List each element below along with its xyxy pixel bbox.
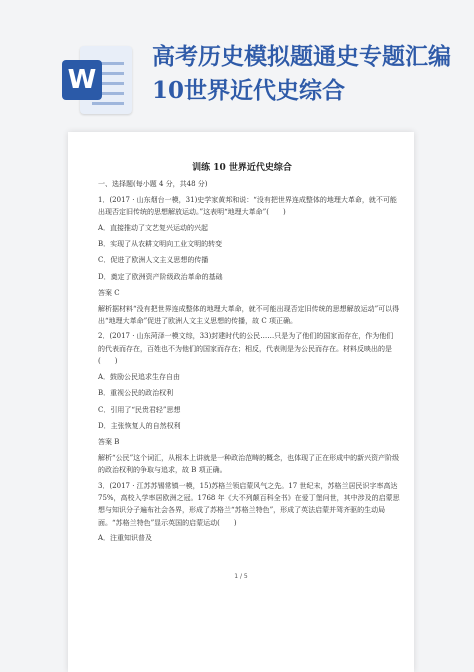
question-1-option-b: B．实现了从农耕文明向工业文明的转变 <box>98 240 223 249</box>
question-2-option-a: A．鼓励公民追求生存自由 <box>98 372 181 381</box>
page-title <box>152 40 452 108</box>
question-2-stem: 2．(2017 · 山东菏泽一模文综，33)封建时代的公民……只是为了他们的国家而存在，作为他们的代表而存在，百姓也不为他们的国家而存在；相反，代表则是为公民而存在。材料反映出的是( ) <box>98 332 394 366</box>
question-1-answer: 答案 C <box>98 289 120 298</box>
question-2-option-d: D．主张恢复人的自然权利 <box>98 421 181 430</box>
word-icon-badge: W <box>62 60 102 100</box>
question-1-stem: 1．(2017 · 山东烟台一模，31)史学家黄邦和说：“没有把世界连成整体的地理大革命，就不可能出现否定旧传统的思想解放运动。”这表明“地理大革命”( ) <box>98 195 397 217</box>
doc-header <box>0 0 474 140</box>
section-heading: 一、选择题(每小题 4 分，共48 分) <box>98 180 208 189</box>
question-2-option-b: B．重视公民的政治权利 <box>98 389 174 398</box>
document-content <box>84 162 400 549</box>
word-icon <box>62 44 134 116</box>
question-1-option-c: C．促进了欧洲人文主义思想的传播 <box>98 256 209 265</box>
question-1-option-d: D．奠定了欧洲资产阶级政治革命的基础 <box>98 272 223 281</box>
question-3-option-a: A．注重知识普及 <box>98 534 153 543</box>
question-2-analysis: 解析“公民”这个词汇，从根本上讲就是一种政治范畴的概念，也体现了正在形成中的新兴资产阶级的政治权利的争取与追求，故 B 项正确。 <box>98 453 400 475</box>
question-2-answer: 答案 B <box>98 438 120 447</box>
document-page <box>68 132 414 672</box>
page-number: 1 / 5 <box>234 573 248 580</box>
question-2-option-c: C．引用了“民贵君轻”思想 <box>98 405 181 414</box>
title-line-1: 高考历史模拟题通史专题汇编 <box>152 43 451 70</box>
question-1-option-a: A．直接推动了文艺复兴运动的兴起 <box>98 223 209 232</box>
question-3-stem: 3．(2017 · 江苏苏锡常镇一模，15)苏格兰领启蒙风气之先。17 世纪末，苏格兰居民识字率高达 75%，高校入学率居欧洲之冠。1768 年《大不列颠百科全书》在爱丁堡问世，其中涉及的启蒙思想与知识分子遍布社会各界，形成了苏格兰“苏格兰特色”，形成了英法启蒙并驾齐驱的生动局面。“苏格兰特色”显示英国的启蒙运动( ) <box>98 481 400 527</box>
word-icon-line <box>92 102 124 105</box>
title-line-2: 10世界近代史综合 <box>152 77 346 104</box>
question-1-analysis: 解析据材料“没有把世界连成整体的地理大革命，就不可能出现否定旧传统的思想解放运动”可以得出“地理大革命”促进了欧洲人文主义思想的传播，故 C 项正确。 <box>98 304 400 326</box>
document-title: 训练 10 世界近代史综合 <box>192 163 292 173</box>
